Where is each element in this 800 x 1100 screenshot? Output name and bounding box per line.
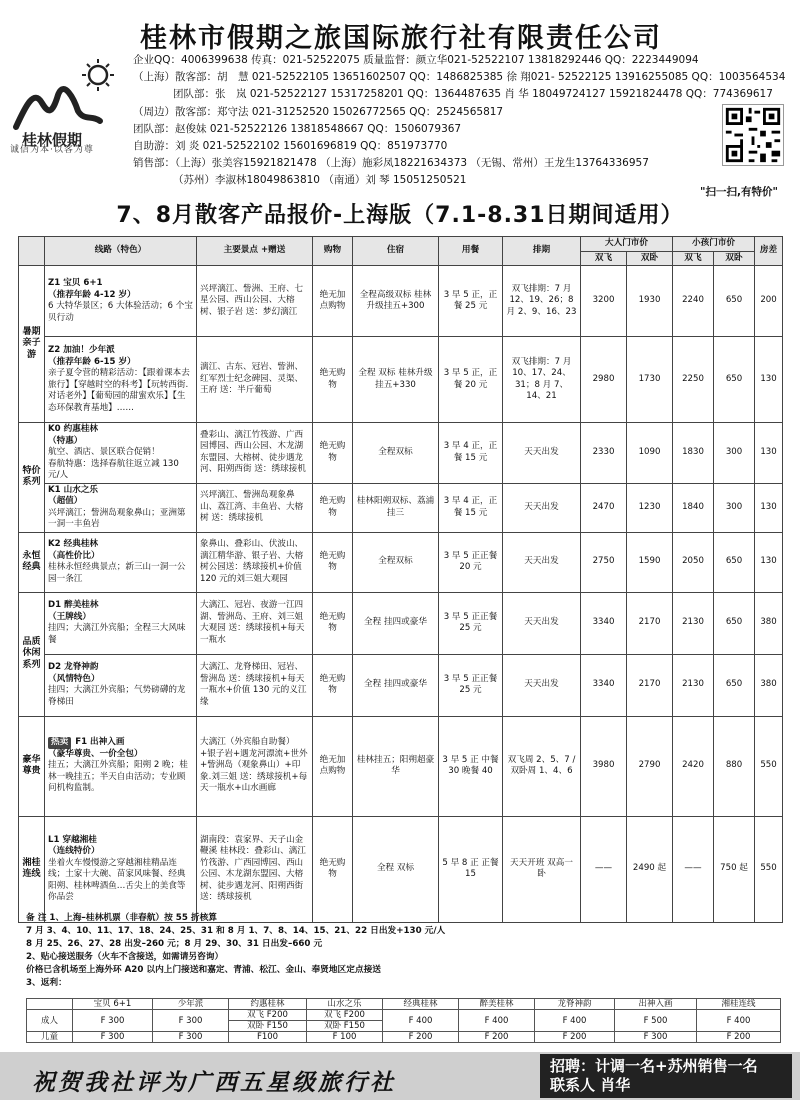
rebate-cell: F 400 xyxy=(697,1010,781,1032)
adult-fly-price: 2980 xyxy=(581,337,627,423)
child-fly-price: 1840 xyxy=(673,483,714,532)
contact-line: 销售部：（上海）张美容15921821478 （上海）施彩凤18221634373 （无锡、常州）王龙生13764336957 xyxy=(133,157,649,170)
rebate-table xyxy=(26,998,781,1043)
adult-fly-price: 3340 xyxy=(581,654,627,716)
child-sleeper-price: 750 起 xyxy=(714,816,755,922)
note-line: 2、贴心接送服务（火车不含接送，如需请另咨询） xyxy=(26,952,224,962)
child-fly-price: 2050 xyxy=(673,532,714,592)
rebate-header: 经典桂林 xyxy=(383,999,459,1010)
hotel-cell: 全程高级双标 桂林升级挂五+300 xyxy=(353,266,439,337)
table-row xyxy=(19,816,783,922)
room-diff: 130 xyxy=(755,532,783,592)
shopping-cell: 绝无购物 xyxy=(313,423,353,484)
table-row xyxy=(19,337,783,423)
rebate-header: 宝贝 6+1 xyxy=(73,999,153,1010)
adult-sleeper-price: 2790 xyxy=(627,716,673,816)
child-fly-price: 2250 xyxy=(673,337,714,423)
col-header: 排期 xyxy=(503,237,581,266)
meals-cell: 3 早 5 正正餐 25 元 xyxy=(439,592,503,654)
rebate-child-row xyxy=(27,1032,781,1043)
route-cell: Z1 宝贝 6+1 （推荐年龄 4-12 岁） 6 大特华景区；6 大体验活动；6 个宝贝行动 xyxy=(45,266,197,337)
table-row xyxy=(19,532,783,592)
room-diff: 380 xyxy=(755,592,783,654)
rebate-row-label: 成人 xyxy=(27,1010,73,1032)
child-sleeper-price: 880 xyxy=(714,716,755,816)
schedule-cell: 天天开班 双高一卧 xyxy=(503,816,581,922)
adult-fly-price: —— xyxy=(581,816,627,922)
rebate-cell: 双飞 F200 xyxy=(229,1010,307,1021)
hotel-cell: 全程 挂四或豪华 xyxy=(353,654,439,716)
room-diff: 550 xyxy=(755,816,783,922)
schedule-cell: 双飞排期：7 月 12、19、26；8 月 2、9、16、23 xyxy=(503,266,581,337)
meals-cell: 3 早 5 正正餐 25 元 xyxy=(439,654,503,716)
table-row xyxy=(19,592,783,654)
table-row xyxy=(19,654,783,716)
note-line: 3、返利： xyxy=(26,978,67,988)
spots-cell: 象鼻山、叠彩山、伏波山、漓江精华游、银子岩、大榕树公园送：绣球接机+价值 120 元的刘三姐大观园 xyxy=(197,532,313,592)
rebate-header: 出神入画 xyxy=(615,999,697,1010)
route-cell: Z2 加油！少年派 （推荐年龄 6-15 岁） 亲子夏令营的精彩活动：【跟着课本去旅行】【穿越时空的科考】【玩转西街.对话老外】【葡萄园的甜蜜欢乐】【生态环保教育基地】…… xyxy=(45,337,197,423)
rebate-cell: F 300 xyxy=(73,1010,153,1032)
route-cell: K0 约惠桂林 （特惠） 航空、酒店、景区联合促销！ 春航特惠：选择春航往返立减 130 元/人 xyxy=(45,423,197,484)
child-sleeper-price: 650 xyxy=(714,337,755,423)
price-table xyxy=(18,236,783,923)
rebate-header: 约惠桂林 xyxy=(229,999,307,1010)
room-diff: 200 xyxy=(755,266,783,337)
child-fly-price: 2130 xyxy=(673,654,714,716)
child-sleeper-price: 650 xyxy=(714,592,755,654)
note-line: 8 月 25、26、27、28 出发–260 元；8 月 29、30、31 日出发–660 元 xyxy=(26,939,323,949)
category-label: 品质休闲系列 xyxy=(19,592,45,716)
schedule-cell: 双飞排期：7 月 10、17、24、31；8 月 7、14、21 xyxy=(503,337,581,423)
category-label: 特价系列 xyxy=(19,423,45,533)
room-diff: 130 xyxy=(755,423,783,484)
rebate-header-row xyxy=(27,999,781,1010)
schedule-cell: 天天出发 xyxy=(503,654,581,716)
child-fly-price: 2420 xyxy=(673,716,714,816)
table-row xyxy=(19,483,783,532)
col-header: 房差 xyxy=(755,237,783,266)
room-diff: 550 xyxy=(755,716,783,816)
shopping-cell: 绝无购物 xyxy=(313,337,353,423)
qr-caption: "扫一扫,有特价" xyxy=(700,186,778,198)
route-cell: 热卖 F1 出神入画 （豪华尊贵、一价全包） 挂五；大漓江外宾船；阳朔 2 晚；桂林一晚挂五；半天自由活动；专业顾问机构监制。 xyxy=(45,716,197,816)
route-cell: K1 山水之乐 （超值） 兴坪漓江；訾洲岛观象鼻山；亚洲第一洞一丰鱼岩 xyxy=(45,483,197,532)
rebate-cell: F 500 xyxy=(615,1010,697,1032)
hotel-cell: 桂林阳朔双标、荔浦挂三 xyxy=(353,483,439,532)
col-header: 住宿 xyxy=(353,237,439,266)
adult-sleeper-price: 2170 xyxy=(627,654,673,716)
spots-cell: 大漓江（外宾船自助餐）+银子岩+遇龙河漂流+世外+訾洲岛（观象鼻山）+印象.刘三姐 送：绣球接机+每天一瓶水+山水画廊 xyxy=(197,716,313,816)
rebate-cell: 双卧 F150 xyxy=(229,1021,307,1032)
spots-cell: 兴坪漓江、訾洲、王府、七星公园、西山公园、大榕树、银子岩 送：梦幻漓江 xyxy=(197,266,313,337)
meals-cell: 3 早 5 正，正餐 20 元 xyxy=(439,337,503,423)
footer-congrats: 祝贺我社评为广西五星级旅行社 xyxy=(32,1069,396,1096)
recruit-contact: 联系人 肖华 xyxy=(550,1076,631,1094)
adult-sleeper-price: 1730 xyxy=(627,337,673,423)
col-subheader: 双卧 xyxy=(627,251,673,266)
adult-sleeper-price: 2170 xyxy=(627,592,673,654)
rebate-cell: 双卧 F150 xyxy=(307,1021,383,1032)
meals-cell: 3 早 5 正 中餐 30 晚餐 40 xyxy=(439,716,503,816)
table-row xyxy=(19,423,783,484)
rebate-header: 龙脊神韵 xyxy=(535,999,615,1010)
category-label: 湘桂连线 xyxy=(19,816,45,922)
adult-sleeper-price: 1930 xyxy=(627,266,673,337)
svg-text:桂林假期: 桂林假期 xyxy=(22,131,83,149)
child-sleeper-price: 300 xyxy=(714,423,755,484)
hot-sale-badge: 热卖 xyxy=(48,737,71,749)
adult-fly-price: 2470 xyxy=(581,483,627,532)
adult-fly-price: 3980 xyxy=(581,716,627,816)
child-fly-price: 2130 xyxy=(673,592,714,654)
col-header: 小孩门市价 xyxy=(673,237,755,252)
route-cell: D2 龙脊神韵 （风情特色） 挂四；大漓江外宾船；气势磅礴的龙脊梯田 xyxy=(45,654,197,716)
rebate-cell: F100 xyxy=(229,1032,307,1043)
rebate-header xyxy=(27,999,73,1010)
category-label: 暑期亲子游 xyxy=(19,266,45,423)
category-label: 永恒经典 xyxy=(19,532,45,592)
rebate-header: 醉美桂林 xyxy=(459,999,535,1010)
contact-line: 团队部：张 岚 021-52522127 15317258201 QQ：1364487635 肖 华 18049724127 15921824478 QQ：774369617 xyxy=(173,88,773,101)
child-fly-price: 1830 xyxy=(673,423,714,484)
rebate-cell: F 200 xyxy=(697,1032,781,1043)
rebate-cell: F 200 xyxy=(535,1032,615,1043)
notes-block xyxy=(26,912,781,990)
schedule-cell: 天天出发 xyxy=(503,532,581,592)
shopping-cell: 绝无购物 xyxy=(313,532,353,592)
schedule-cell: 天天出发 xyxy=(503,592,581,654)
meals-cell: 3 早 5 正，正餐 25 元 xyxy=(439,266,503,337)
table-row xyxy=(19,266,783,337)
spots-cell: 大漓江、龙脊梯田、冠岩、訾洲岛 送：绣球接机+每天一瓶水+价值 130 元的义江缘 xyxy=(197,654,313,716)
recruit-box xyxy=(540,1054,792,1098)
rebate-header: 山水之乐 xyxy=(307,999,383,1010)
schedule-cell: 天天出发 xyxy=(503,423,581,484)
rebate-cell: F 300 xyxy=(153,1010,229,1032)
meals-cell: 5 早 8 正 正餐 15 xyxy=(439,816,503,922)
adult-fly-price: 2750 xyxy=(581,532,627,592)
rebate-cell: F 100 xyxy=(307,1032,383,1043)
note-line: 备 注 1、上海–桂林机票（非春航）按 55 折核算 xyxy=(26,913,217,923)
child-sleeper-price: 650 xyxy=(714,532,755,592)
adult-sleeper-price: 1090 xyxy=(627,423,673,484)
rebate-cell: F 300 xyxy=(73,1032,153,1043)
hotel-cell: 全程双标 xyxy=(353,423,439,484)
hotel-cell: 全程 双标 桂林升级挂五+330 xyxy=(353,337,439,423)
rebate-cell: F 400 xyxy=(383,1010,459,1032)
room-diff: 130 xyxy=(755,483,783,532)
col-header: 大人门市价 xyxy=(581,237,673,252)
route-cell: D1 醉美桂林 （王牌线） 挂四；大漓江外宾船；全程三大风味餐 xyxy=(45,592,197,654)
hotel-cell: 全程双标 xyxy=(353,532,439,592)
col-subheader: 双卧 xyxy=(714,251,755,266)
contact-line: 企业QQ：4006399638 传真：021-52522075 质量监督：颜立华021-52522107 13818292446 QQ：2223449094 xyxy=(133,54,699,66)
adult-fly-price: 3340 xyxy=(581,592,627,654)
rebate-cell: F 300 xyxy=(615,1032,697,1043)
col-header: 用餐 xyxy=(439,237,503,266)
room-diff: 380 xyxy=(755,654,783,716)
shopping-cell: 绝无购物 xyxy=(313,483,353,532)
spots-cell: 兴坪漓江、訾洲岛观象鼻山、荔江湾、丰鱼岩、大榕树 送：绣球接机 xyxy=(197,483,313,532)
spots-cell: 叠彩山、漓江竹筏游、广西园博园、西山公园、木龙湖东盟园、大榕树、徒步遇龙河、阳朔西街 送：绣球接机 xyxy=(197,423,313,484)
meals-cell: 3 早 4 正，正餐 15 元 xyxy=(439,423,503,484)
shopping-cell: 绝无购物 xyxy=(313,816,353,922)
col-subheader: 双飞 xyxy=(581,251,627,266)
contact-line: 团队部：赵俊妹 021-52522126 13818548667 QQ：1506079367 xyxy=(133,122,462,135)
room-diff: 130 xyxy=(755,337,783,423)
rebate-cell: F 300 xyxy=(153,1032,229,1043)
recruit-text: 招聘：计调一名+苏州销售一名 xyxy=(550,1057,758,1075)
adult-sleeper-price: 2490 起 xyxy=(627,816,673,922)
hotel-cell: 全程 双标 xyxy=(353,816,439,922)
spots-cell: 大漓江、冠岩、夜游一江四湖、訾洲岛、王府、刘三姐大观园 送：绣球接机+每天一瓶水 xyxy=(197,592,313,654)
child-fly-price: 2240 xyxy=(673,266,714,337)
category-label: 豪华尊贵 xyxy=(19,716,45,816)
schedule-cell: 天天出发 xyxy=(503,483,581,532)
rebate-adult-row xyxy=(27,1010,781,1021)
contact-line: （上海）散客部：胡 慧 021-52522105 13651602507 QQ：1486825385 徐 翔021- 52522125 13916255085 QQ：1003564534 xyxy=(133,71,786,84)
rebate-cell: F 200 xyxy=(383,1032,459,1043)
contact-line: 自助游：刘 炎 021-52522102 15601696819 QQ：851973770 xyxy=(133,140,448,153)
table-row xyxy=(19,716,783,816)
contact-line: （苏州）李淑林18049863810 （南通）刘 琴 15051250521 xyxy=(173,174,467,187)
shopping-cell: 绝无购物 xyxy=(313,654,353,716)
shopping-cell: 绝无加点购物 xyxy=(313,716,353,816)
note-line: 7 月 3、4、10、11、17、18、24、25、31 和 8 月 1、7、8、14、15、21、22 日出发+130 元/人 xyxy=(26,926,446,936)
rebate-header: 少年派 xyxy=(153,999,229,1010)
sun-rays-icon xyxy=(82,59,114,91)
note-line: 价格已含机场至上海外环 A20 以内上门接送和嘉定、青浦、松江、金山、奉贤地区定点接送 xyxy=(26,965,381,975)
adult-sleeper-price: 1590 xyxy=(627,532,673,592)
route-cell: K2 经典桂林 （高性价比） 桂林永恒经典景点；新三山一洞一公园一条江 xyxy=(45,532,197,592)
qr-code-icon[interactable] xyxy=(722,104,784,166)
col-subheader: 双飞 xyxy=(673,251,714,266)
rebate-header: 湘桂连线 xyxy=(697,999,781,1010)
meals-cell: 3 早 5 正正餐 20 元 xyxy=(439,532,503,592)
meals-cell: 3 早 4 正，正餐 15 元 xyxy=(439,483,503,532)
child-sleeper-price: 650 xyxy=(714,266,755,337)
price-list-headline: 7、8月散客产品报价-上海版（7.1-8.31日期间适用） xyxy=(116,203,684,228)
spots-cell: 湖南段：袁家界、天子山金鞭溪 桂林段：叠彩山、漓江竹筏游、广西园博园、西山公园、木龙湖东盟园、大榕树、徒步遇龙河、阳朔西街 送：绣球接机 xyxy=(197,816,313,922)
hotel-cell: 全程 挂四或豪华 xyxy=(353,592,439,654)
contact-line: （周边）散客部：郑守法 021-31252520 15026772565 QQ：2524565817 xyxy=(133,105,504,118)
child-sleeper-price: 300 xyxy=(714,483,755,532)
shopping-cell: 绝无加点购物 xyxy=(313,266,353,337)
rebate-cell: 双飞 F200 xyxy=(307,1010,383,1021)
rebate-cell: F 400 xyxy=(459,1010,535,1032)
table-header-row xyxy=(19,237,783,252)
child-fly-price: —— xyxy=(673,816,714,922)
child-sleeper-price: 650 xyxy=(714,654,755,716)
company-name: 桂林市假期之旅国际旅行社有限责任公司 xyxy=(140,23,662,54)
col-header: 购物 xyxy=(313,237,353,266)
hotel-cell: 桂林挂五；阳朔超豪华 xyxy=(353,716,439,816)
contact-block xyxy=(133,52,793,190)
shopping-cell: 绝无购物 xyxy=(313,592,353,654)
adult-fly-price: 2330 xyxy=(581,423,627,484)
rebate-row-label: 儿童 xyxy=(27,1032,73,1043)
adult-sleeper-price: 1230 xyxy=(627,483,673,532)
col-header: 线路（特色） xyxy=(45,237,197,266)
route-cell: L1 穿越湘桂 （连线特价） 坐着火车慢慢游之穿越湘桂精品连线；土家十大碗、苗家风味餐、经典阳朔、桂林啤酒鱼…舌尖上的美食等你品尝 xyxy=(45,816,197,922)
rebate-cell: F 400 xyxy=(535,1010,615,1032)
company-slogan: 诚信为本·以客为尊 xyxy=(10,145,94,155)
adult-fly-price: 3200 xyxy=(581,266,627,337)
rebate-cell: F 200 xyxy=(459,1032,535,1043)
schedule-cell: 双飞周 2、5、7 / 双卧周 1、4、6 xyxy=(503,716,581,816)
col-header: 主要景点 +赠送 xyxy=(197,237,313,266)
spots-cell: 漓江、古东、冠岩、訾洲、红军烈士纪念碑园、灵渠、王府 送：半斤葡萄 xyxy=(197,337,313,423)
